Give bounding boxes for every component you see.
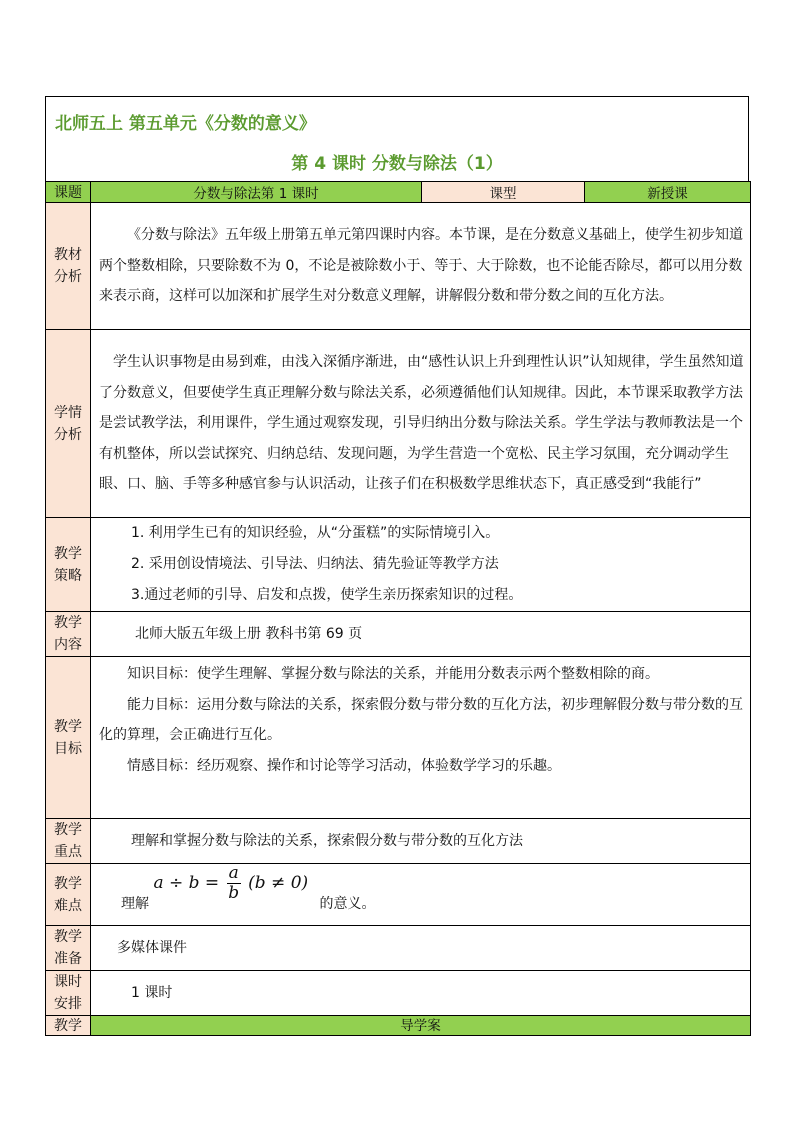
textbook-analysis-text: 《分数与除法》五年级上册第五单元第四课时内容。本节课，是在分数意义基础上，使学生初步知道两个整数相除，只要除数不为 0，不论是被除数小于、等于、大于除数，也不论能否除尽，都可以用分数来表示商，这样可以加深和扩展学生对分数意义理解，讲解假分数和带分数之间的互化方法。	[91, 203, 751, 330]
row-textbook-analysis	[46, 203, 751, 330]
key-point-label	[46, 819, 91, 864]
key-point-label-text: 教学重点	[54, 822, 82, 860]
strategy-list	[91, 518, 751, 612]
lesson-title: 第 4 课时 分数与除法（1）	[291, 154, 503, 174]
strategy-item: 2. 采用创设情境法、引导法、归纳法、猜先验证等教学方法	[131, 556, 499, 572]
row-topic	[46, 182, 751, 203]
topic-value: 分数与除法第 1 课时	[91, 182, 422, 203]
preparation-label-text: 教学准备	[54, 929, 82, 967]
schedule-label-text: 课时安排	[54, 974, 82, 1012]
topic-label: 课题	[46, 182, 91, 203]
teaching-label: 教学	[46, 1016, 91, 1036]
difficulty-label	[46, 864, 91, 926]
strategy-item: 3.通过老师的引导、启发和点拨，使学生亲历探索知识的过程。	[131, 587, 523, 603]
formula-right: (b ≠ 0)	[248, 872, 309, 893]
fraction-denominator: b	[228, 882, 240, 903]
unit-title: 北师五上 第五单元《分数的意义》	[55, 114, 316, 134]
student-analysis-text: 学生认识事物是由易到难，由浅入深循序渐进，由“感性认识上升到理性认识”认知规律，学生虽然知道了分数意义，但要使学生真正理解分数与除法关系，必须遵循他们认知规律。因此，本节课采取教学方法是尝试教学法，利用课件，学生通过观察发现，引导归纳出分数与除法关系。学生学法与教师教法是一个有机整体，所以尝试探究、归纳总结、发现问题，为学生营造一个宽松、民主学习氛围，充分调动学生眼、口、脑、手等多种感官参与认识活动，让孩子们在积极数学思维状态下，真正感受到“我能行”	[91, 330, 751, 518]
content-label	[46, 612, 91, 657]
row-guided-plan	[46, 1016, 751, 1036]
preparation-label	[46, 926, 91, 971]
objective-ability: 能力目标：运用分数与除法的关系，探索假分数与带分数的互化方法，初步理解假分数与带分数的互化的算理，会正确进行互化。	[99, 696, 743, 743]
difficulty-label-text: 教学难点	[54, 875, 82, 914]
student-analysis-label	[46, 330, 91, 518]
lesson-plan-table	[45, 181, 751, 1036]
objectives-label-text: 教学目标	[54, 718, 82, 757]
formula-left: a ÷ b =	[153, 872, 220, 893]
row-key-point	[46, 819, 751, 864]
division-formula	[153, 862, 313, 903]
objective-emotion: 情感目标：经历观察、操作和讨论等学习活动，体验数学学习的乐趣。	[127, 757, 561, 774]
strategy-item: 1. 利用学生已有的知识经验，从“分蛋糕”的实际情境引入。	[131, 525, 500, 541]
lesson-plan-document	[45, 96, 749, 1036]
difficulty-prefix: 理解	[121, 895, 149, 912]
fraction-numerator: a	[228, 862, 239, 883]
row-student-analysis	[46, 330, 751, 518]
guided-plan-header: 导学案	[91, 1016, 751, 1036]
content-label-text: 教学内容	[54, 615, 82, 653]
document-header	[45, 96, 749, 181]
objectives-list	[91, 657, 751, 819]
lesson-type-label: 课型	[422, 182, 585, 203]
strategy-label	[46, 518, 91, 612]
key-point-text: 理解和掌握分数与除法的关系，探索假分数与带分数的互化方法	[91, 819, 751, 864]
content-text: 北师大版五年级上册 教科书第 69 页	[91, 612, 751, 657]
textbook-analysis-label-text: 教材分析	[54, 247, 82, 285]
schedule-text: 1 课时	[91, 971, 751, 1016]
difficulty-content	[91, 864, 751, 926]
lesson-type-value: 新授课	[585, 182, 751, 203]
row-difficulty	[46, 864, 751, 926]
objectives-label	[46, 657, 91, 819]
strategy-label-text: 教学策略	[54, 545, 82, 584]
objective-knowledge: 知识目标：使学生理解、掌握分数与除法的关系，并能用分数表示两个整数相除的商。	[127, 666, 659, 682]
textbook-analysis-label	[46, 203, 91, 330]
preparation-text: 多媒体课件	[91, 926, 751, 971]
row-schedule	[46, 971, 751, 1016]
schedule-label	[46, 971, 91, 1016]
row-content	[46, 612, 751, 657]
difficulty-suffix: 的意义。	[319, 895, 376, 912]
row-preparation	[46, 926, 751, 971]
student-analysis-label-text: 学情分析	[54, 404, 82, 443]
formula-fraction	[227, 864, 241, 903]
row-strategy	[46, 518, 751, 612]
row-objectives	[46, 657, 751, 819]
